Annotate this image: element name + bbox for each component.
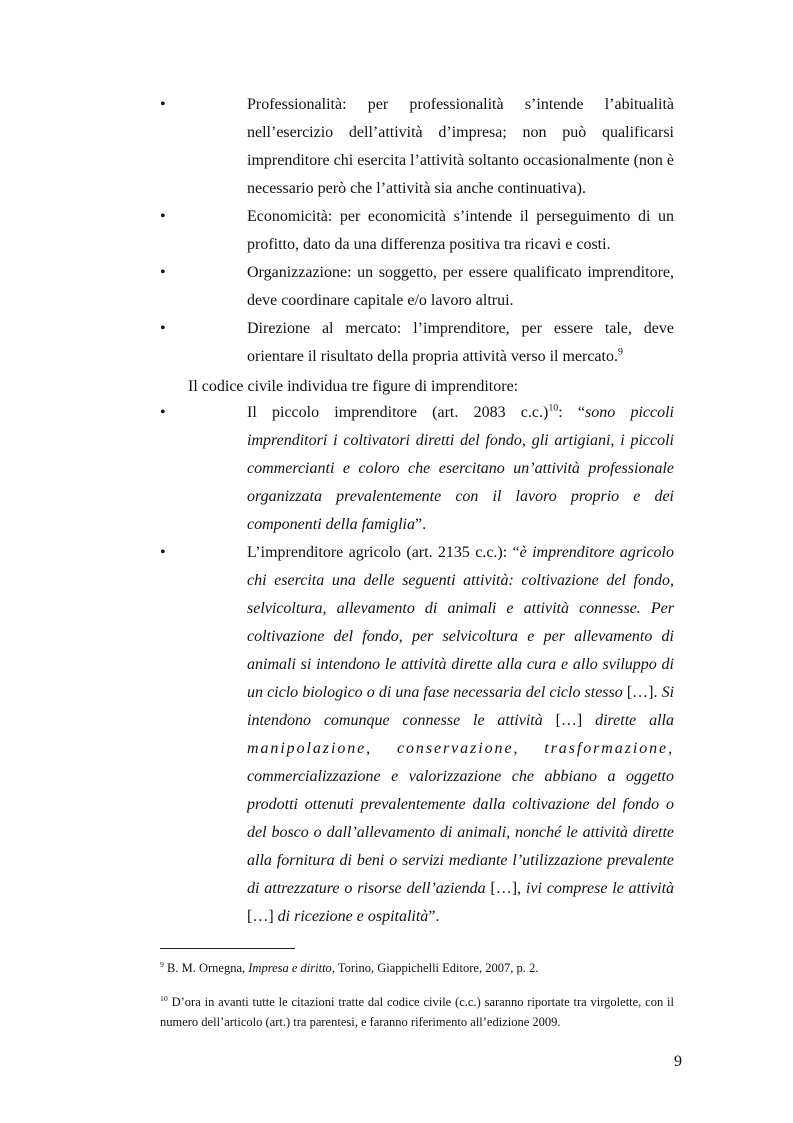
text-span: L’imprenditore agricolo (art. 2135 c.c.): “ [247,544,520,561]
italic-span: manipolazione, conservazione, trasformazione, [247,740,674,757]
text-span: Professionalità: per professionalità s’intende l’abitualità nell’esercizio dell’attività d’impresa; non può qualificarsi imprenditore chi esercita l’attività soltanto occasionalmente (non è necessario però che l’attività sia anche continuativa). [247,96,674,197]
bullet-economicita [160,203,674,259]
bullet-icon: • [160,544,166,561]
italic-span: è imprenditore agricolo chi esercita una delle seguenti attività: coltivazione del fondo, selvicoltura, allevamento di animali e attività connesse. Per coltivazione del fondo, per selvicoltura e per allevamento di animali si intendono le attività dirette alla cura e allo sviluppo di un ciclo biologico o di una fase necessaria del ciclo stesso [247,544,674,701]
bullet-text [247,315,674,371]
italic-span: Impresa e diritto [248,961,332,975]
text-span: D’ora in avanti tutte le citazioni tratte dal codice civile (c.c.) saranno riportate tra virgolette, con il numero dell’articolo (art.) tra parentesi, e faranno riferimento all’edizione 2009. [160,995,674,1029]
text-span: […] [247,908,278,925]
bullet-icon: • [160,320,166,337]
italic-span: di ricezione e ospitalità [277,908,429,925]
text-span: […], [490,880,526,897]
text-span: B. M. Ornegna, [163,961,249,975]
text-span: Il piccolo imprenditore (art. 2083 c.c.) [247,404,549,421]
footnote-separator [160,948,295,949]
bullet-icon: • [160,96,166,113]
bullet-imprenditore-agricolo [160,539,674,931]
bullet-icon: • [160,404,166,421]
bullet-icon: • [160,208,166,225]
text-span: […] [555,712,596,729]
bullet-professionalita [160,91,674,203]
italic-span: dirette alla [595,712,674,729]
italic-span: ivi comprese le attività [525,880,675,897]
text-span: Direzione al mercato: l’imprenditore, per essere tale, deve orientare il risultato della propria attività verso il mercato. [247,320,674,365]
intro-paragraph: Il codice civile individua tre figure di imprenditore: [188,378,519,395]
bullet-icon: • [160,264,166,281]
text-span: ”. [414,516,427,533]
text-span: ”. [428,908,440,925]
bullet-piccolo-imprenditore [160,399,674,539]
footnote-9 [160,958,674,978]
footnote-10 [160,992,674,1032]
bullet-text [247,91,674,203]
bullet-direzione-mercato [160,315,674,371]
bullet-organizzazione [160,259,674,315]
text-span: Economicità: per economicità s’intende il perseguimento di un profitto, dato da una differenza positiva tra ricavi e costi. [247,208,674,253]
footnote-ref: 9 [617,346,623,358]
italic-span: Si intendono comunque connesse le attività [247,684,675,729]
bullet-text [247,259,674,315]
italic-span: sono piccoli imprenditori i coltivatori diretti del fondo, gli artigiani, i piccoli commercianti e coloro che esercitano un’attività professionale organizzata prevalentemente con il lavoro proprio e dei componenti della famiglia [247,404,674,533]
bullet-text [247,399,674,539]
page-number: 9 [674,1053,682,1070]
italic-span: commercializzazione e valorizzazione che abbiano a oggetto prodotti ottenuti prevalentemente dalla coltivazione del fondo o del bosco o dall’allevamento di animali, nonché le attività dirette alla fornitura di beni o servizi mediante l’utilizzazione prevalente di attrezzature o risorse dell’azienda [247,768,674,897]
footnote-ref: 10 [160,993,168,1003]
footnote-ref: 10 [548,402,559,414]
text-span: , Torino, Giappichelli Editore, 2007, p. 2. [331,961,539,975]
text-span: Organizzazione: un soggetto, per essere qualificato imprenditore, deve coordinare capitale e/o lavoro altrui. [247,264,674,309]
text-span: […]. [626,684,662,701]
text-span: : “ [558,404,586,421]
bullet-text [247,539,674,931]
footnote-ref: 9 [160,959,164,969]
bullet-text [247,203,674,259]
